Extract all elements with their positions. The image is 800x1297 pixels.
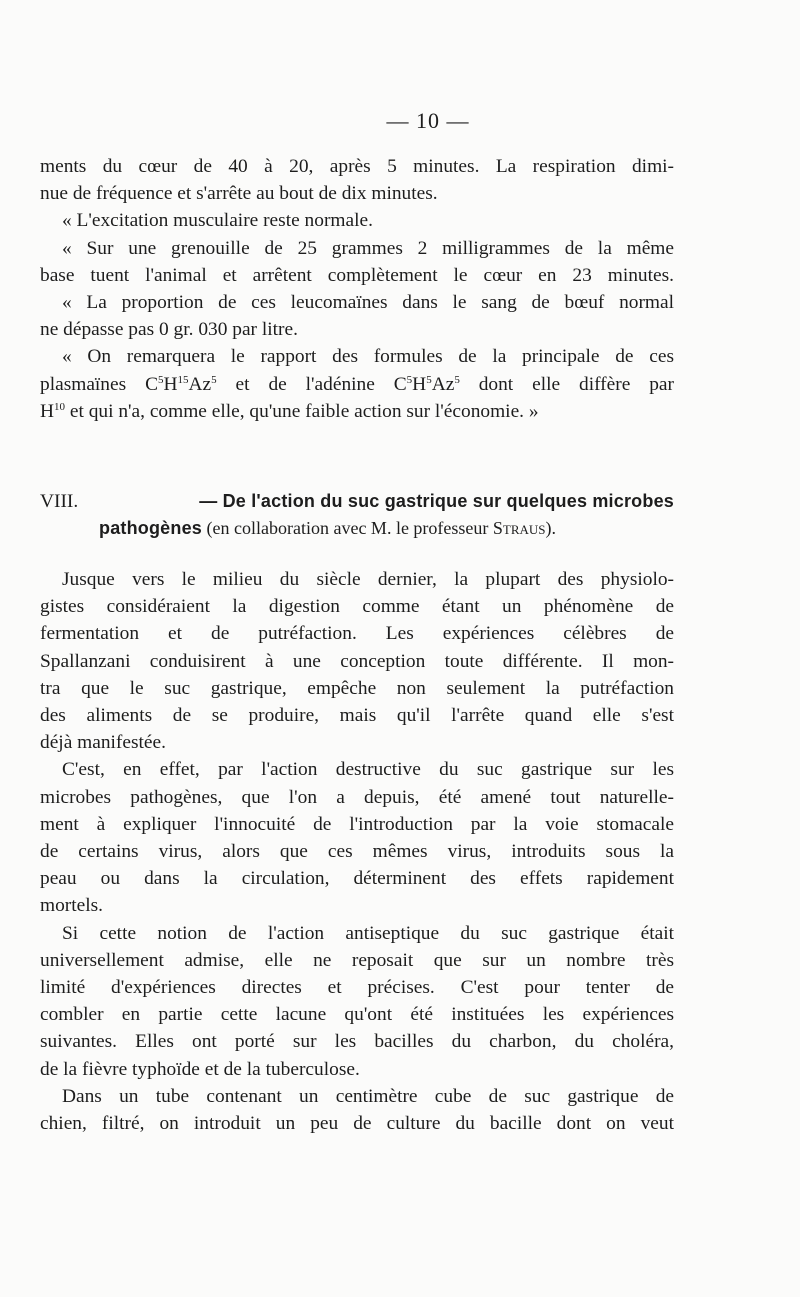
text-line: déjà manifestée. [40, 732, 166, 754]
text-run: H [40, 400, 55, 422]
continued-quotation [40, 153, 674, 425]
text-line: « Sur une grenouille de 25 grammes 2 milligrammes de la même [62, 237, 674, 259]
text-run: dont elle diffère par [459, 373, 674, 395]
text-line: peau ou dans la circulation, déterminent des effets rapidement [40, 868, 674, 890]
text-line: Dans un tube contenant un centimètre cube de suc gastrique de [62, 1085, 674, 1107]
text-line: « La proportion de ces leucomaïnes dans le sang de bœuf normal [62, 292, 674, 314]
superscript: 5 [426, 373, 432, 386]
section-title: — De l'action du suc gastrique sur quelques microbes [199, 491, 674, 511]
section-heading [40, 488, 674, 542]
text-line: Si cette notion de l'action antiseptique du suc gastrique était [62, 922, 674, 944]
text-line: base tuent l'animal et arrêtent complètement le cœur en 23 minutes. [40, 264, 674, 286]
text-line: microbes pathogènes, que l'on a depuis, été amené tout naturelle- [40, 786, 674, 808]
text-line: Spallanzani conduisirent à une conception toute différente. Il mon- [40, 650, 674, 672]
text-line: ment à expliquer l'innocuité de l'introduction par la voie stomacale [40, 813, 674, 835]
page-number: — 10 — [386, 108, 470, 133]
author-name: Straus [492, 518, 546, 539]
text-line: mortels. [40, 895, 104, 917]
text-line: nue de fréquence et s'arrête au bout de dix minutes. [40, 183, 438, 205]
superscript: 15 [177, 373, 189, 386]
collaboration-note: (en collaboration avec M. le professeur [202, 518, 493, 539]
quote-paragraph: « L'excitation musculaire reste normale. [62, 210, 373, 232]
text-line: « On remarquera le rapport des formules de la principale de ces [62, 346, 674, 368]
superscript: 5 [158, 373, 164, 386]
formula-line [40, 371, 674, 398]
collaboration-note-end: ). [545, 518, 557, 539]
superscript: 10 [54, 400, 66, 413]
text-run: H [163, 373, 178, 395]
text-line: des aliments de se produire, mais qu'il l'arrête quand elle s'est [40, 705, 674, 727]
text-line: gistes considéraient la digestion comme étant un phénomène de [40, 596, 674, 618]
text-line: fermentation et de putréfaction. Les expériences célèbres de [40, 623, 674, 645]
text-line: ments du cœur de 40 à 20, après 5 minutes. La respiration dimi- [40, 156, 674, 177]
formula-line [40, 398, 674, 425]
text-line: chien, filtré, on introduit un peu de culture du bacille dont on veut [40, 1113, 674, 1135]
superscript: 5 [211, 373, 217, 386]
section-title-continued: pathogènes [99, 518, 203, 539]
superscript: 5 [406, 373, 413, 386]
text-run: plasmaïnes C [40, 373, 158, 395]
text-line: Jusque vers le milieu du siècle dernier, la plupart des physiolo- [62, 569, 674, 590]
text-run: Az [188, 373, 212, 395]
superscript: 5 [454, 373, 460, 386]
text-run: et de l'adénine C [216, 373, 407, 395]
section-body [40, 566, 674, 1137]
text-line: limité d'expériences directes et précises. C'est pour tenter de [40, 977, 674, 999]
text-line: ne dépasse pas 0 gr. 030 par litre. [40, 319, 298, 341]
text-line: tra que le suc gastrique, empêche non seulement la putréfaction [40, 677, 674, 699]
text-line: combler en partie cette lacune qu'ont été instituées les expériences [40, 1004, 674, 1026]
text-line: de la fièvre typhoïde et de la tuberculose. [40, 1058, 360, 1080]
text-line: suivantes. Elles ont porté sur les bacilles du charbon, du choléra, [40, 1031, 674, 1053]
text-line: C'est, en effet, par l'action destructive du suc gastrique sur les [62, 759, 674, 781]
text-run: H [412, 373, 427, 395]
section-numeral: VIII. [40, 491, 79, 512]
text-run: Az [431, 373, 455, 395]
text-run: et qui n'a, comme elle, qu'une faible action sur l'économie. » [65, 400, 539, 422]
text-line: universellement admise, elle ne reposait que sur un nombre très [40, 949, 674, 971]
text-line: de certains virus, alors que ces mêmes virus, introduits sous la [40, 841, 674, 863]
